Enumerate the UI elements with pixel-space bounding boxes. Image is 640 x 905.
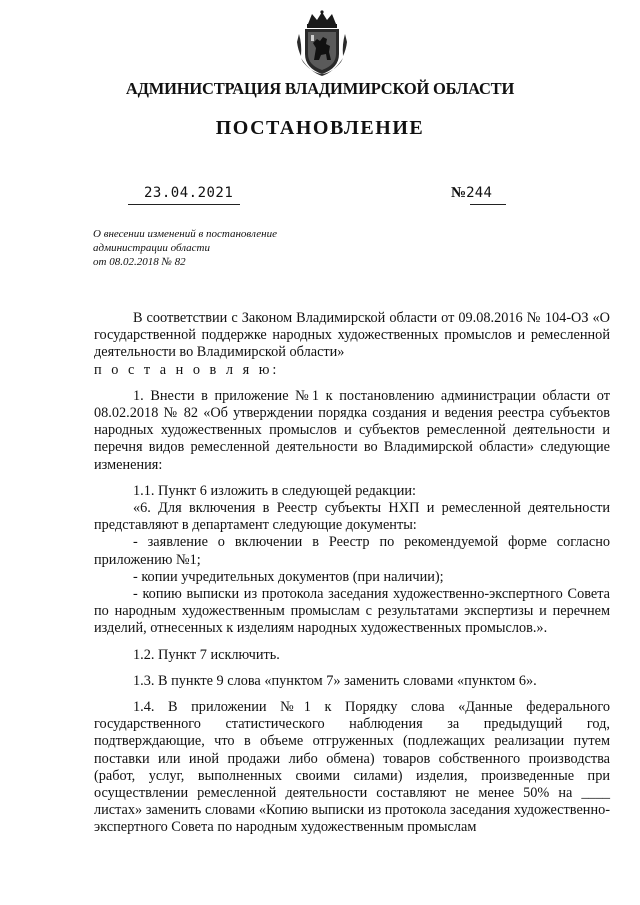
number-underline (470, 204, 506, 205)
subject-line: О внесении изменений в постановление (93, 228, 277, 240)
document-subject (93, 227, 343, 269)
paragraph-1-2: 1.2. Пункт 7 исключить. (133, 646, 280, 663)
document-type: ПОСТАНОВЛЕНИЕ (215, 117, 425, 139)
preamble-paragraph: В соответствии с Законом Владимирской области от 09.08.2016 № 104-ОЗ «О государственной поддержке народных художественных промыслов и ремесленной деятельности во Владимирской области» (94, 310, 610, 361)
paragraph-1-1-item: - заявление о включении в Реестр по рекомендуемой форме согласно приложению №1; (94, 534, 610, 568)
paragraph-1-1-quote: «6. Для включения в Реестр субъекты НХП и ремесленной деятельности представляют в департамент следующие документы: (94, 500, 610, 534)
paragraph-1-3: 1.3. В пункте 9 слова «пунктом 7» заменить словами «пунктом 6». (133, 672, 537, 689)
number-value: 244 (466, 185, 493, 201)
document-number (451, 185, 492, 202)
date-underline (128, 204, 240, 205)
subject-line: администрации области (93, 242, 210, 254)
number-sign: № (451, 185, 467, 201)
paragraph-1-1: 1.1. Пункт 6 изложить в следующей редакции: (133, 482, 416, 499)
organization-name: АДМИНИСТРАЦИЯ ВЛАДИМИРСКОЙ ОБЛАСТИ (125, 79, 515, 98)
paragraph-1-1-item: - копии учредительных документов (при наличии); (133, 568, 444, 585)
paragraph-1-1-item: - копию выписки из протокола заседания художественно-экспертного Совета по народным художественным промыслам с результатами экспертизы и перечнем изделий, отнесенных к изделиям народных художественных промыслов.». (94, 586, 610, 637)
decree-word: п о с т а н о в л я ю: (94, 361, 280, 378)
document-body (94, 310, 610, 837)
paragraph-1-4: 1.4. В приложении №1 к Порядку слова «Данные федерального государственного статистического наблюдения за предыдущий год, подтверждающие, что в объеме отгруженных (подлежащих реализации путем поставки или иной продажи либо обмена) товаров собственного производства (работ, услуг, выполненных своими силами) изделия, произведенные при осуществлении ремесленной деятельности составляют не менее 50% на ____ листах» заменить словами «Копию выписки из протокола заседания художественно-экспертного Совета по народным художественным промыслам (94, 699, 610, 836)
subject-line: от 08.02.2018 № 82 (93, 256, 186, 268)
paragraph-1: 1. Внести в приложение №1 к постановлению администрации области от 08.02.2018 № 82 «Об утверждении порядка создания и ведения реестра субъектов народных художественных промыслов и субъектов ремесленной деятельности и перечня видов ремесленной деятельности во Владимирской области» следующие изменения: (94, 387, 610, 473)
document-date: 23.04.2021 (144, 185, 234, 201)
coat-of-arms-icon (296, 10, 348, 76)
